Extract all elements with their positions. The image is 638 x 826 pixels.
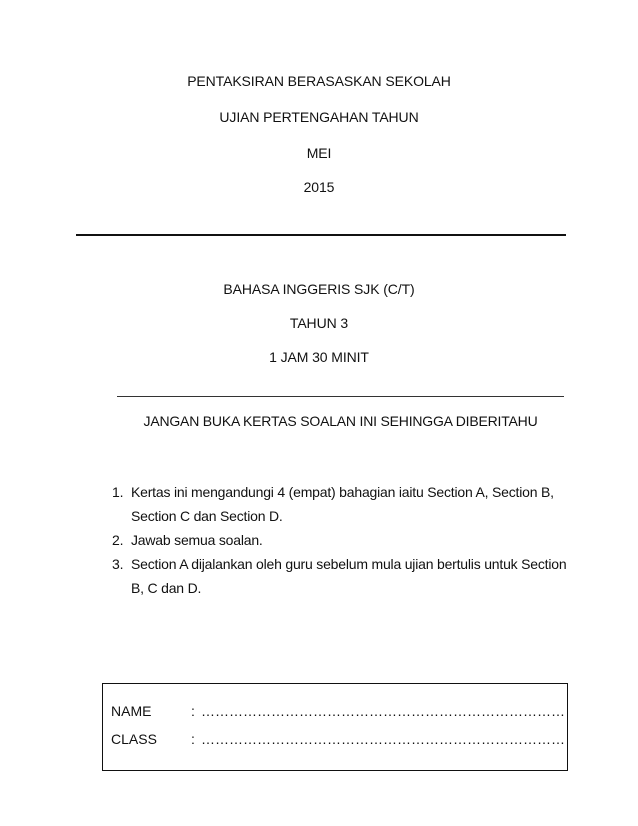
warning-divider xyxy=(117,396,564,397)
exam-duration: 1 JAM 30 MINIT xyxy=(269,349,369,365)
instruction-item xyxy=(112,480,572,528)
instruction-text: Section A dijalankan oleh guru sebelum mula ujian bertulis untuk Section B, C dan D. xyxy=(131,556,567,596)
class-field[interactable]: …………………………………………………………………… xyxy=(201,731,565,747)
instruction-item xyxy=(112,552,572,600)
name-field[interactable]: …………………………………………………………………… xyxy=(201,703,565,719)
student-info-box xyxy=(102,683,568,771)
class-colon: : xyxy=(191,731,195,747)
exam-type-title: UJIAN PERTENGAHAN TAHUN xyxy=(219,109,419,125)
year-level: TAHUN 3 xyxy=(289,315,349,331)
instructions-list xyxy=(112,480,572,600)
instruction-number: 1. xyxy=(112,484,124,500)
school-assessment-title: PENTAKSIRAN BERASASKAN SEKOLAH xyxy=(187,73,451,89)
subject-name: BAHASA INGGERIS SJK (C/T) xyxy=(223,281,415,297)
instruction-number: 2. xyxy=(112,532,124,548)
instruction-text: Kertas ini mengandungi 4 (empat) bahagian iaitu Section A, Section B, Section C dan Section D. xyxy=(131,484,554,524)
name-colon: : xyxy=(191,703,195,719)
header-divider xyxy=(76,234,566,236)
name-label: NAME xyxy=(111,703,152,719)
do-not-open-warning: JANGAN BUKA KERTAS SOALAN INI SEHINGGA DIBERITAHU xyxy=(143,413,538,429)
instruction-item xyxy=(112,528,572,552)
instruction-text: Jawab semua soalan. xyxy=(131,532,263,548)
exam-year: 2015 xyxy=(303,179,335,195)
class-label: CLASS xyxy=(111,731,157,747)
exam-month: MEI xyxy=(306,145,332,161)
instruction-number: 3. xyxy=(112,556,124,572)
